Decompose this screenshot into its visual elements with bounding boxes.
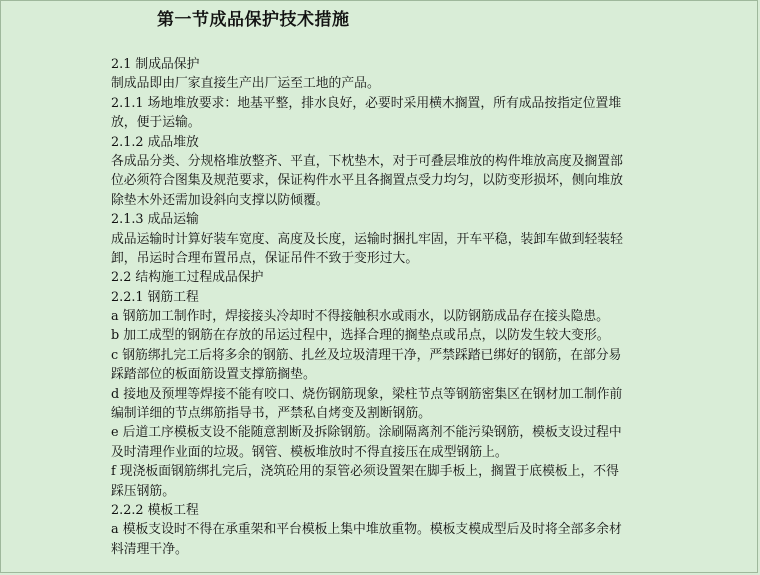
paragraph-line: 编制详细的节点绑筋指导书，严禁私自烤变及割断钢筋。	[111, 406, 431, 422]
paragraph-line: 各成品分类、分规格堆放整齐、平直，下枕垫木，对于可叠层堆放的构件堆放高度及搁置部	[111, 153, 623, 169]
section-heading: 2.1.3 成品运输	[111, 212, 199, 228]
document-body	[111, 55, 651, 559]
paragraph-line: a 钢筋加工制作时，焊接接头冷却时不得接触积水或雨水，以防钢筋成品存在接头隐患。	[111, 309, 609, 325]
paragraph-line: 2.1.1 场地堆放要求：地基平整，排水良好，必要时采用横木搁置，所有成品按指定位置堆	[111, 95, 622, 111]
paragraph-line: 除垫木外还需加设斜向支撑以防倾覆。	[111, 192, 329, 208]
paragraph-line: 踩踏部位的板面筋设置支撑筋搁垫。	[111, 367, 316, 383]
section-heading: 2.2 结构施工过程成品保护	[111, 270, 264, 286]
paragraph-line: 成品运输时计算好装车宽度、高度及长度，运输时捆扎牢固，开车平稳，装卸车做到轻装轻	[111, 231, 623, 247]
paragraph-line: 及时清理作业面的垃圾。钢管、模板堆放时不得直接压在成型钢筋上。	[111, 444, 508, 460]
paragraph-line: 制成品即由厂家直接生产出厂运至工地的产品。	[111, 76, 380, 92]
section-heading: 2.1 制成品保护	[111, 57, 200, 72]
section-heading: 2.2.1 钢筋工程	[111, 289, 199, 305]
paragraph-line: d 接地及预埋等焊接不能有咬口、烧伤钢筋现象，梁柱节点等钢筋密集区在钢材加工制作前	[111, 386, 623, 402]
paragraph-line: 放，便于运输。	[111, 115, 201, 131]
paragraph-line: 踩压钢筋。	[111, 483, 175, 499]
paragraph-line: b 加工成型的钢筋在存放的吊运过程中，选择合理的搁垫点或吊点，以防发生较大变形。	[111, 328, 610, 344]
section-heading: 2.2.2 模板工程	[111, 502, 199, 518]
paragraph-line: 料清理干净。	[111, 541, 188, 557]
paragraph-line: f 现浇板面钢筋绑扎完后，浇筑砼用的泵管必须设置架在脚手板上，搁置于底模板上，不得	[111, 464, 619, 480]
paragraph-line: 卸，吊运时合理布置吊点，保证吊件不致于变形过大。	[111, 250, 419, 266]
paragraph-line: 位必须符合图集及规范要求，保证构件水平且各搁置点受力均匀，以防变形损坏，侧向堆放	[111, 173, 623, 189]
paragraph-line: a 模板支设时不得在承重架和平台模板上集中堆放重物。模板支模成型后及时将全部多余材	[111, 522, 622, 538]
page-title: 第一节成品保护技术措施	[157, 10, 350, 30]
section-heading: 2.1.2 成品堆放	[111, 134, 199, 150]
paragraph-line: c 钢筋绑扎完工后将多余的钢筋、扎丝及垃圾清理干净，严禁踩踏已绑好的钢筋，在部分易	[111, 347, 622, 363]
paragraph-line: e 后道工序模板支设不能随意割断及拆除钢筋。涂刷隔离剂不能污染钢筋，模板支设过程中	[111, 425, 622, 441]
